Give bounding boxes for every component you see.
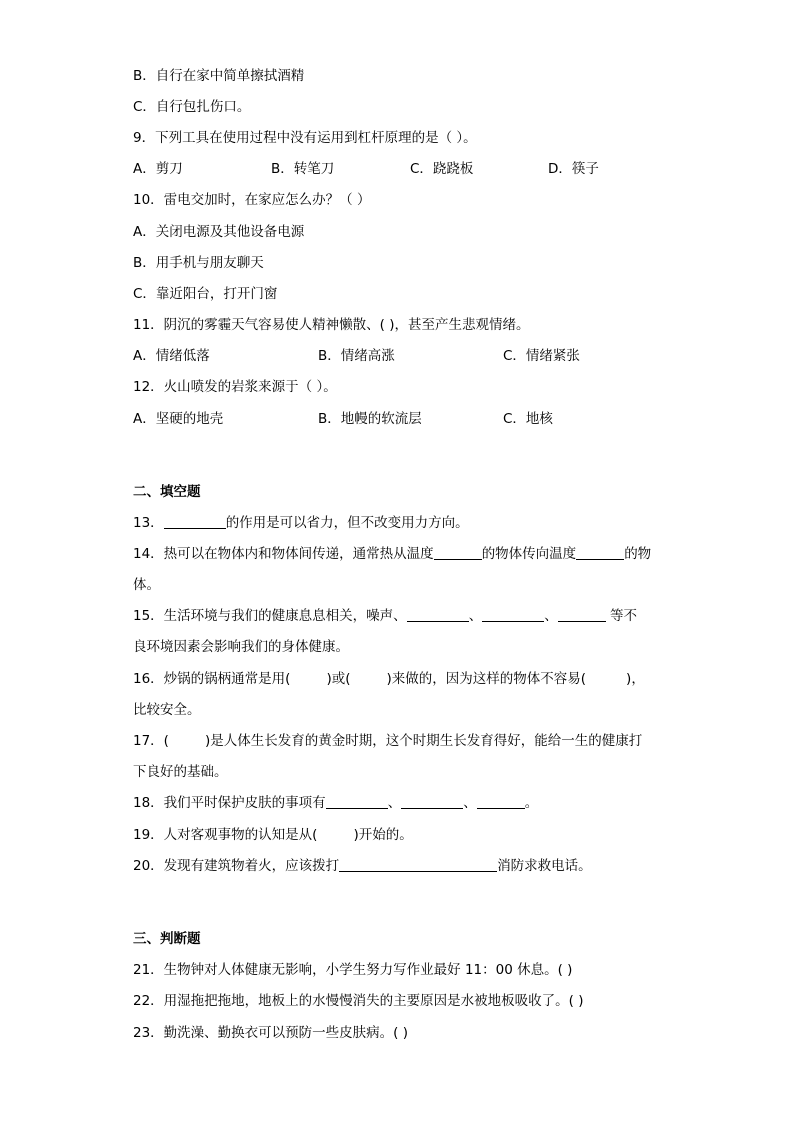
q18-blank-2[interactable]	[401, 794, 463, 809]
q15-blank-3[interactable]	[558, 607, 606, 622]
q11-option-c: C．情绪紧张	[503, 348, 580, 364]
q17-text-2: )是人体生长发育的黄金时期，这个时期生长发育得好，能给一生的健康打	[204, 733, 643, 749]
q11-stem: 11．阴沉的雾霾天气容易使人精神懒散、( )，甚至产生悲观情绪。	[133, 317, 530, 333]
q9-stem: 9．下列工具在使用过程中没有运用到杠杆原理的是（ ）。	[133, 130, 477, 146]
q12-option-a: A．坚硬的地壳	[133, 411, 224, 427]
q12-stem: 12．火山喷发的岩浆来源于（ ）。	[133, 379, 337, 395]
q9-option-c: C．跷跷板	[410, 161, 474, 177]
q9-option-b: B．转笔刀	[271, 161, 335, 177]
q17-line2: 下良好的基础。	[133, 764, 228, 780]
q14-text-3: 的物	[624, 546, 652, 562]
q18-blank-3[interactable]	[477, 794, 525, 809]
q14-text-2: 的物体传向温度	[481, 546, 577, 562]
q16-text-1: 16．炒锅的锅柄通常是用(	[133, 671, 291, 687]
q18-blank-1[interactable]	[326, 794, 388, 809]
q16-text-3: )来做的，因为这样的物体不容易(	[386, 671, 587, 687]
q14-line2: 体。	[133, 577, 160, 593]
q18-text-2: 。	[524, 795, 539, 811]
q8-option-b: B．自行在家中简单擦拭酒精	[133, 68, 305, 84]
q12-options	[133, 410, 553, 428]
q16-text-2: )或(	[326, 671, 351, 687]
q14-blank-1[interactable]	[434, 545, 482, 560]
q13-blank[interactable]	[164, 514, 226, 529]
q11-option-b: B．情绪高涨	[318, 348, 395, 364]
q15-sep-2: 、	[544, 608, 558, 624]
q10-option-b: B．用手机与朋友聊天	[133, 255, 264, 271]
q15-blank-1[interactable]	[407, 607, 469, 622]
q14-blank-2[interactable]	[576, 545, 624, 560]
q10-stem: 10．雷电交加时，在家应怎么办？（ ）	[133, 192, 371, 208]
q10-option-c: C．靠近阳台，打开门窗	[133, 286, 278, 302]
q17	[133, 732, 642, 750]
q22: 22．用湿拖把拖地，地板上的水慢慢消失的主要原因是水被地板吸收了。( )	[133, 993, 584, 1009]
q20-text-1: 20．发现有建筑物着火，应该拨打	[133, 858, 340, 874]
section-fill-in-blank-heading: 二、填空题	[133, 484, 201, 500]
q23: 23．勤洗澡、勤换衣可以预防一些皮肤病。( )	[133, 1025, 409, 1041]
q21: 21．生物钟对人体健康无影响，小学生努力写作业最好 11：00 休息。( )	[133, 962, 573, 978]
q9-options	[133, 160, 599, 178]
q13	[133, 514, 469, 532]
q18	[133, 794, 538, 812]
q11-option-a: A．情绪低落	[133, 348, 210, 364]
q14	[133, 545, 651, 563]
q19-text-1: 19．人对客观事物的认知是从(	[133, 827, 318, 843]
q12-option-b: B．地幔的软流层	[318, 411, 422, 427]
q18-sep-1: 、	[387, 795, 402, 811]
q12-option-c: C．地核	[503, 411, 553, 427]
q16-line2: 比较安全。	[133, 702, 201, 718]
q9-option-d: D．筷子	[548, 161, 599, 177]
q15-sep-1: 、	[468, 608, 483, 624]
q18-text-1: 18．我们平时保护皮肤的事项有	[133, 795, 326, 811]
q17-text-1: 17．(	[133, 733, 169, 749]
q15	[133, 607, 637, 625]
q13-text: 的作用是可以省力，但不改变用力方向。	[225, 515, 469, 531]
q16	[133, 670, 645, 688]
section-true-false-heading: 三、判断题	[133, 931, 201, 947]
q20-blank[interactable]	[339, 857, 497, 872]
q13-number: 13．	[133, 515, 164, 531]
q14-text-1: 14．热可以在物体内和物体间传递，通常热从温度	[133, 546, 434, 562]
q15-text-1: 15．生活环境与我们的健康息息相关，噪声、	[133, 608, 407, 624]
q19-text-2: )开始的。	[353, 827, 413, 843]
q20-text-2: 消防求救电话。	[497, 858, 592, 874]
q15-blank-2[interactable]	[482, 607, 544, 622]
q19	[133, 826, 413, 844]
q10-option-a: A．关闭电源及其他设备电源	[133, 224, 305, 240]
q9-option-a: A．剪刀	[133, 161, 183, 177]
q15-text-2: 等不	[605, 608, 637, 624]
q16-text-4: )，	[626, 671, 645, 687]
q11-options	[133, 347, 580, 365]
q20	[133, 857, 592, 875]
q15-line2: 良环境因素会影响我们的身体健康。	[133, 639, 349, 655]
q18-sep-2: 、	[463, 795, 477, 811]
q8-option-c: C．自行包扎伤口。	[133, 99, 251, 115]
